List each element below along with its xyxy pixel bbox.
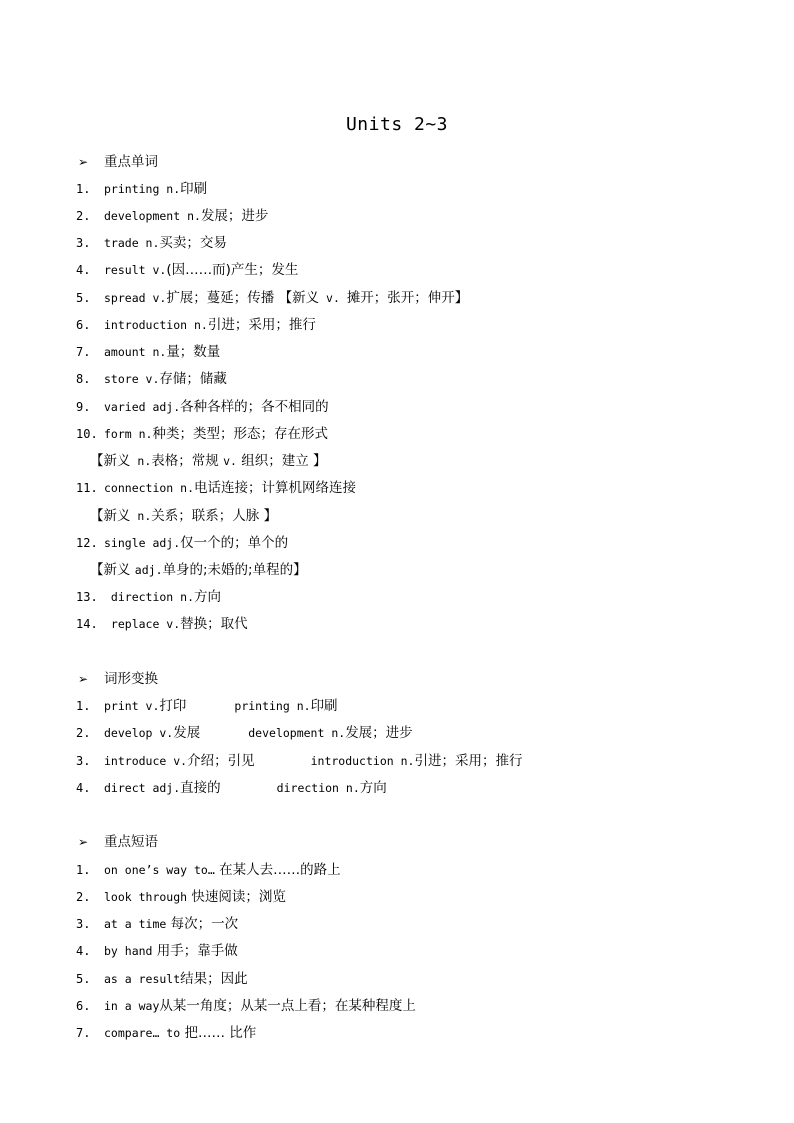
- arrow-bullet-icon: ➢: [78, 155, 89, 169]
- list-item: 1. print v.打印 printing n.印刷: [76, 698, 338, 714]
- list-item: 14. replace v.替换；取代: [76, 616, 248, 632]
- list-item: 1. printing n.印刷: [76, 181, 208, 197]
- list-item: 12. single adj.仅一个的；单个的: [76, 535, 289, 551]
- list-item: 5. as a result结果；因此: [76, 971, 248, 987]
- list-item: 9. varied adj.各种各样的；各不相同的: [76, 399, 329, 415]
- list-item: 2. develop v.发展 development n.发展；进步: [76, 725, 413, 741]
- list-item: 4. by hand 用手；靠手做: [76, 943, 238, 959]
- list-item: 3. introduce v.介绍；引见 introduction n.引进；采用；推行: [76, 753, 523, 769]
- list-item: 3. at a time 每次；一次: [76, 916, 239, 932]
- section-title: 词形变换: [104, 671, 158, 687]
- list-item: 5. spread v.扩展；蔓延；传播 【新义 v. 摊开；张开；伸开】: [76, 290, 469, 306]
- list-item-sub: 【新义 n.表格；常规 v. 组织；建立 】: [90, 453, 327, 469]
- list-item: 11. connection n.电话连接；计算机网络连接: [76, 480, 357, 496]
- list-item: 7. compare… to 把…… 比作: [76, 1025, 257, 1041]
- section-title: 重点短语: [104, 834, 158, 850]
- list-item: 4. direct adj.直接的 direction n.方向: [76, 780, 387, 796]
- arrow-bullet-icon: ➢: [78, 672, 89, 686]
- section-heading-key-phrases: [78, 832, 158, 852]
- list-item: 6. introduction n.引进；采用；推行: [76, 317, 316, 333]
- arrow-bullet-icon: ➢: [78, 835, 89, 849]
- list-item: 2. look through 快速阅读；浏览: [76, 889, 286, 905]
- list-item: 7. amount n.量；数量: [76, 344, 221, 360]
- list-item: 10. form n.种类；类型；形态；存在形式: [76, 426, 328, 442]
- list-item: 8. store v.存储；储藏: [76, 371, 227, 387]
- list-item: 3. trade n.买卖；交易: [76, 235, 227, 251]
- list-item-sub: 【新义 adj.单身的;未婚的;单程的】: [90, 562, 307, 578]
- list-item: 4. result v.(因……而)产生；发生: [76, 262, 299, 278]
- list-item: 2. development n.发展；进步: [76, 208, 269, 224]
- list-item-sub: 【新义 n.关系；联系；人脉 】: [90, 508, 278, 524]
- list-item: 6. in a way从某一角度；从某一点上看；在某种程度上: [76, 998, 416, 1014]
- section-heading-word-forms: [78, 669, 158, 689]
- section-title: 重点单词: [104, 154, 158, 170]
- section-heading-key-words: [78, 152, 158, 172]
- list-item: 13. direction n.方向: [76, 589, 222, 605]
- list-item: 1. on one’s way to… 在某人去……的路上: [76, 862, 341, 878]
- page-title: Units 2~3: [345, 114, 449, 135]
